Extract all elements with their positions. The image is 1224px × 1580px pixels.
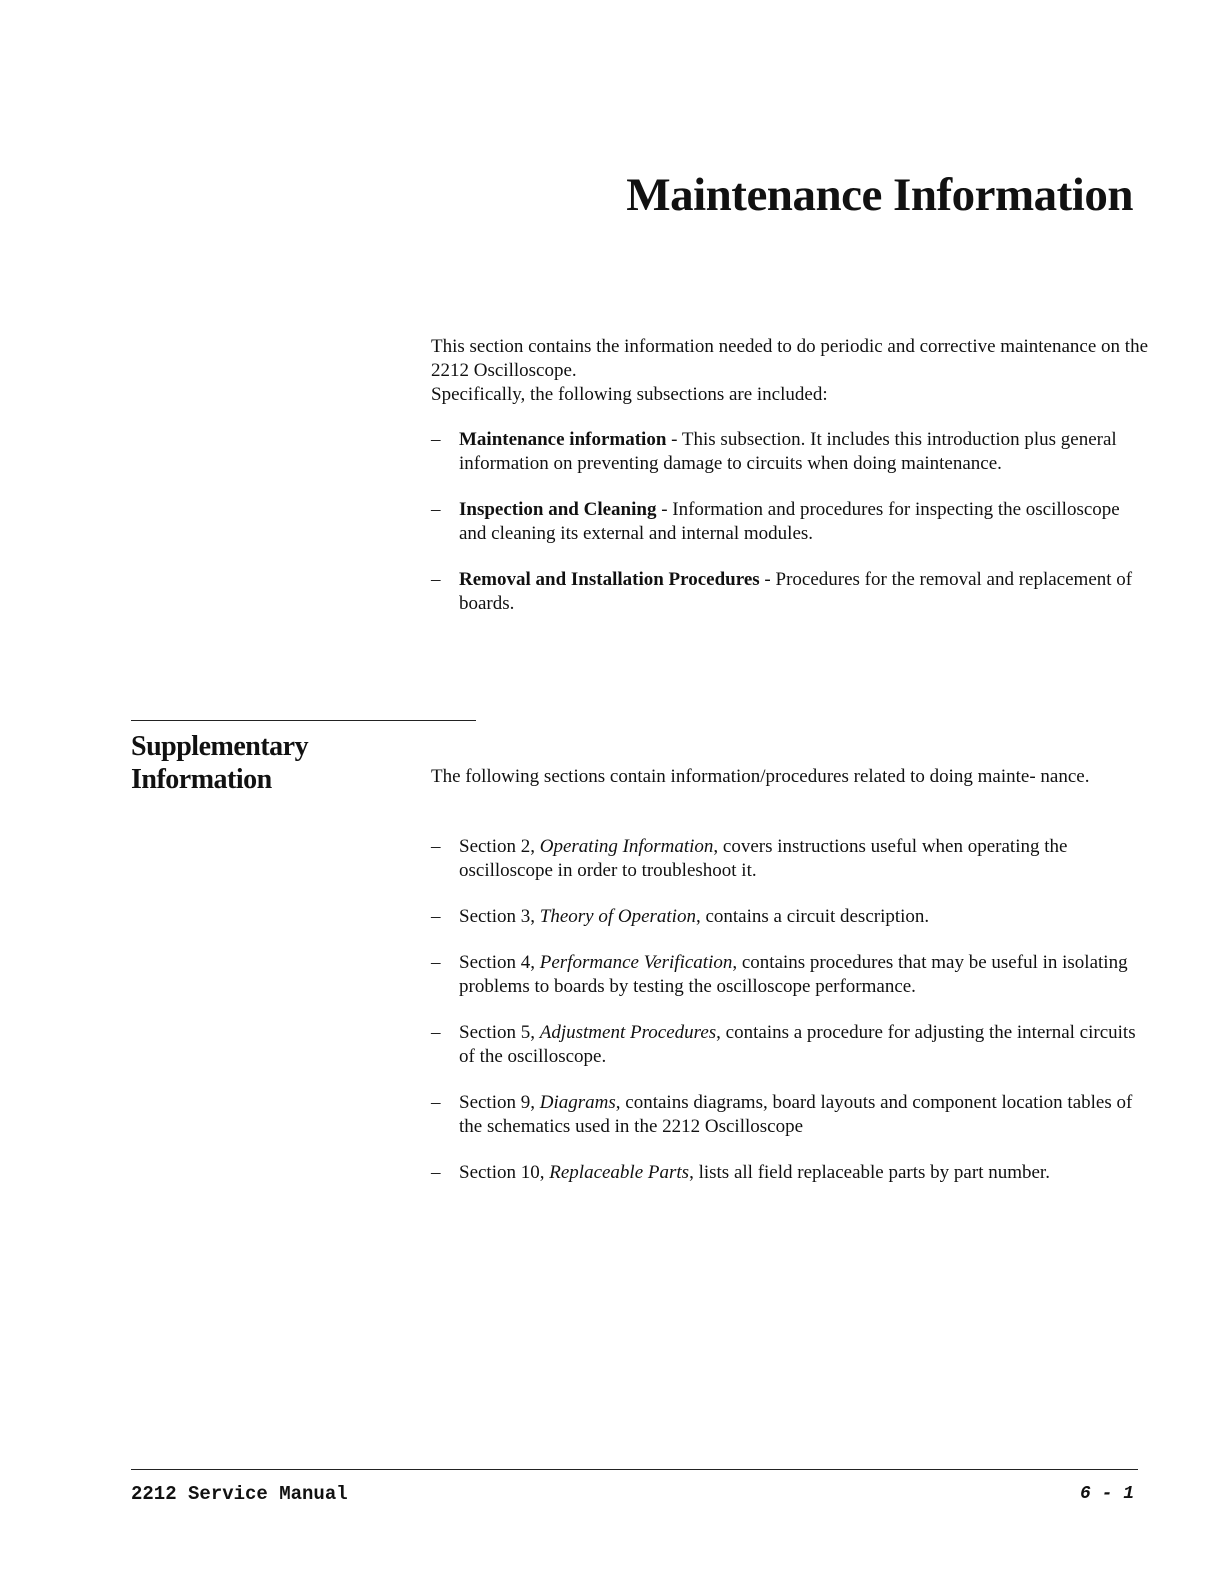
dash-bullet: – xyxy=(431,1092,441,1113)
section-description: , contains procedures that may be useful in isolating problems to boards by testing the oscilloscope performance. xyxy=(459,952,1128,997)
section-description: , lists all field replaceable parts by part number. xyxy=(689,1162,1050,1183)
dash-bullet: – xyxy=(431,1022,441,1043)
subsection-name: Removal and Installation Procedures xyxy=(459,569,760,590)
footer-page-number: 6 - 1 xyxy=(1079,1484,1134,1504)
section-prefix: Section 10, xyxy=(459,1162,550,1183)
heading-line: Information xyxy=(131,764,272,795)
dash-bullet: – xyxy=(431,1162,441,1183)
intro-lead-in: Specifically, the following subsections are included: xyxy=(431,384,828,405)
list-item xyxy=(431,835,1151,883)
list-item xyxy=(431,498,1151,546)
section-prefix: Section 9, xyxy=(459,1092,540,1113)
section-description: , contains a procedure for adjusting the internal circuits of the oscilloscope. xyxy=(459,1022,1136,1067)
supplementary-intro-paragraph: The following sections contain information/procedures related to doing mainte- nance. xyxy=(431,766,1090,787)
page-title: Maintenance Information xyxy=(626,169,1133,221)
section-title: Adjustment Procedures xyxy=(539,1022,717,1043)
section-prefix: Section 2, xyxy=(459,836,540,857)
list-item xyxy=(431,428,1151,476)
section-title: Replaceable Parts xyxy=(549,1162,690,1183)
section-title: Performance Verification xyxy=(539,952,733,973)
list-item xyxy=(431,951,1151,999)
dash-bullet: – xyxy=(431,952,441,973)
subsection-name: Inspection and Cleaning xyxy=(459,499,657,520)
footer-manual-title: 2212 Service Manual xyxy=(131,1483,348,1505)
supplementary-intro xyxy=(431,765,1151,789)
related-sections-list xyxy=(431,835,1151,1207)
heading-line: Supplementary xyxy=(131,731,309,762)
intro-text xyxy=(431,335,1151,407)
separator: - xyxy=(666,429,682,450)
list-item xyxy=(431,1161,1151,1185)
section-prefix: Section 3, xyxy=(459,906,540,927)
list-item xyxy=(431,1091,1151,1139)
section-title: Theory of Operation xyxy=(539,906,696,927)
separator: - xyxy=(759,569,776,590)
dash-bullet: – xyxy=(431,906,441,927)
dash-bullet: – xyxy=(431,569,441,590)
dash-bullet: – xyxy=(431,429,441,450)
subsection-description: This subsection. It includes this introduction plus general information on preventing damage to circuits when doing maintenance. xyxy=(459,429,1117,474)
section-title: Diagrams xyxy=(539,1092,616,1113)
footer-divider xyxy=(131,1469,1138,1470)
list-item xyxy=(431,1021,1151,1069)
supplementary-heading xyxy=(131,730,308,796)
section-description: , covers instructions useful when operating the oscilloscope in order to troubleshoot it. xyxy=(459,836,1068,881)
dash-bullet: – xyxy=(431,499,441,520)
intro-paragraph: This section contains the information needed to do periodic and corrective maintenance on the 2212 Oscilloscope. xyxy=(431,336,1148,381)
subsection-description: Procedures for the removal and replacement of boards. xyxy=(459,569,1133,614)
section-prefix: Section 5, xyxy=(459,1022,540,1043)
subsection-list xyxy=(431,428,1151,638)
section-description: , contains a circuit description. xyxy=(695,906,930,927)
separator: - xyxy=(656,499,673,520)
section-prefix: Section 4, xyxy=(459,952,540,973)
subsection-description: Information and procedures for inspecting the oscilloscope and cleaning its external and internal modules. xyxy=(459,499,1120,544)
section-divider xyxy=(131,720,476,721)
section-description: , contains diagrams, board layouts and component location tables of the schematics used in the 2212 Oscilloscope xyxy=(459,1092,1133,1137)
list-item xyxy=(431,568,1151,616)
dash-bullet: – xyxy=(431,836,441,857)
list-item xyxy=(431,905,1151,929)
section-title: Operating Information xyxy=(539,836,714,857)
subsection-name: Maintenance information xyxy=(459,429,667,450)
